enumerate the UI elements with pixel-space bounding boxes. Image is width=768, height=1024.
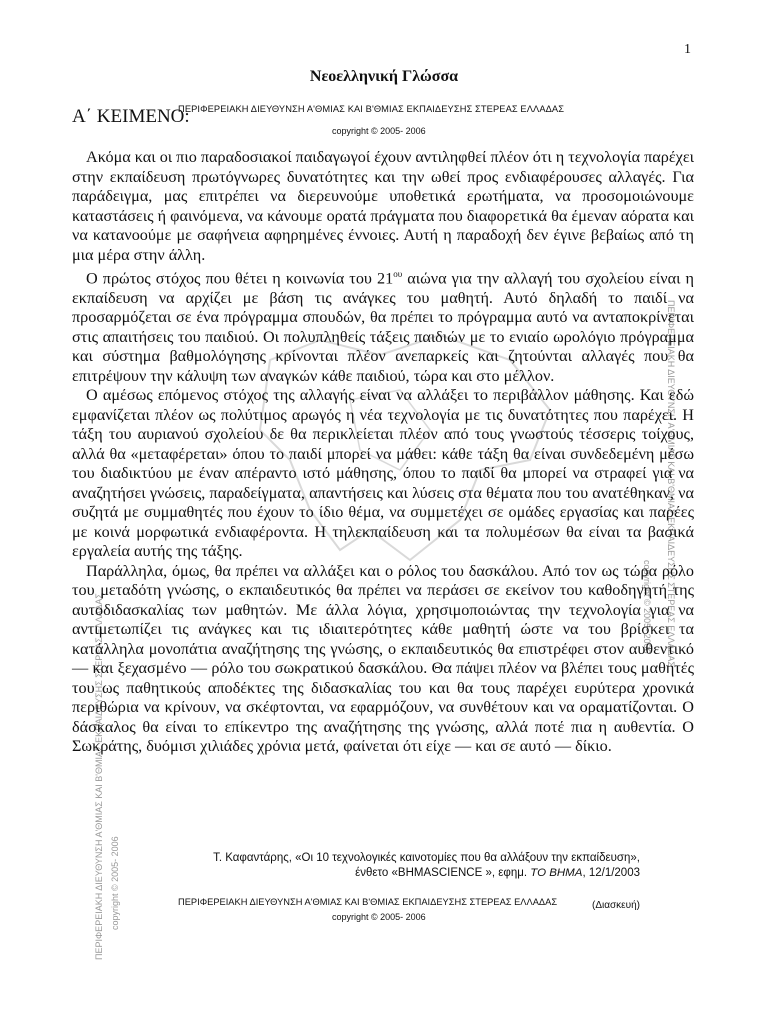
paragraph-2: [72, 265, 694, 386]
page-number: 1: [684, 42, 691, 57]
source-citation: [190, 851, 640, 881]
citation-prefix: ένθετο «BHMASCIENCE », εφημ.: [355, 867, 531, 879]
article-body: [72, 148, 694, 757]
citation-line-2: [190, 866, 640, 881]
paragraph-1: Ακόμα και οι πιο παραδοσιακοί παιδαγωγοί έχουν αντιληφθεί πλέον ότι η τεχνολογία παρέχει στην εκπαίδευση πρωτόγνωρες δυνατότητες και την ωθεί προς ενδιαφέρουσες αλλαγές. Για παράδειγμα, μας επιτρέπει να διερευνούμε υποθετικά ερωτήματα, να προσομοιώνουμε καταστάσεις ή φαινόμενα, να κάνουμε ορατά πράγματα που διαφορετικά θα έμεναν αόρατα και να κατανοούμε με σαφήνεια αφηρημένες έννοιες. Αυτή η παραδοχή δεν έγινε βεβαίως από τη μια μέρα στην άλλη.: [72, 148, 694, 264]
header-organization: ΠΕΡΙΦΕΡΕΙΑΚΗ ΔΙΕΥΘΥΝΣΗ Α'ΘΜΙΑΣ ΚΑΙ Β'ΘΜΙΑΣ ΕΚΠΑΙΔΕΥΣΗΣ ΣΤΕΡΕΑΣ ΕΛΛΑΔΑΣ: [178, 104, 565, 114]
watermark-left: ΠΕΡΙΦΕΡΕΙΑΚΗ ΔΙΕΥΘΥΝΣΗ Α'ΘΜΙΑΣ ΚΑΙ Β'ΘΜΙΑΣ ΕΚΠΑΙΔΕΥΣΗΣ ΣΤΕΡΕΑΣ ΕΛΛΑΔΑΣ: [94, 593, 104, 960]
watermark-right-copyright: copyright © 2005- 2006: [642, 560, 652, 654]
footer-copyright: copyright © 2005- 2006: [332, 912, 426, 922]
watermark-left-copyright: copyright © 2005- 2006: [110, 836, 120, 930]
paragraph-2-part-2: αιώνα για την αλλαγή του σχολείου είναι η εκπαίδευση να αρχίζει με βάση τις ανάγκες του μαθητή. Αυτό δηλαδή το παιδί να προσαρμόζεται σε ένα πρόγραμμα σπουδών, θα πρέπει το πρόγραμμα αυτό να ανταποκρίνεται στις απαιτήσεις του παιδιού. Οι πολυπληθείς τάξεις παιδιών με το ενιαίο ωρολόγιο πρόγραμμα και σύστημα βαθμολόγησης κρίνονται πλέον ανεπαρκείς και ζητούνται αλλαγές που θα επιτρέψουν την κάλυψη των αναγκών κάθε παιδιού, τώρα και στο μέλλον.: [72, 269, 694, 385]
watermark-right: ΠΕΡΙΦΕΡΕΙΑΚΗ ΔΙΕΥΘΥΝΣΗ Α'ΘΜΙΑΣ ΚΑΙ Β'ΘΜΙΑΣ ΕΚΠΑΙΔΕΥΣΗΣ ΣΤΕΡΕΑΣ ΕΛΛΑΔΑΣ: [666, 300, 676, 667]
section-heading: Α΄ ΚΕΙΜΕΝΟ:: [72, 106, 190, 127]
header-copyright: copyright © 2005- 2006: [332, 126, 426, 136]
adaptation-note: (Διασκευή): [592, 900, 641, 911]
paragraph-4: Παράλληλα, όμως, θα πρέπει να αλλάξει και ο ρόλος του δασκάλου. Από τον ως τώρα ρόλο του μεταδότη γνώσης, ο εκπαιδευτικός θα πρέπει να περάσει σε εκείνον του καθοδηγητή της αυτοδιδασκαλίας των μαθητών. Με άλλα λόγια, χρησιμοποιώντας την τεχνολογία για να αντιμετωπίζει τις ανάγκες και τις ιδιαιτερότητες κάθε μαθητή ώστε να του βρίσκει τα κατάλληλα μονοπάτια αναζήτησης της γνώσης, ο εκπαιδευτικός θα επιστρέφει στον αυθεντικό — και ξεχασμένο — ρόλο του σωκρατικού δασκάλου. Θα πάψει πλέον να βλέπει τους μαθητές του ως παθητικούς αποδέκτες της διδασκαλίας του και θα τους παρέχει ευρύτερα χρονικά περιθώρια να κρίνουν, να σκέφτονται, να εφαρμόζουν, να συνθέτουν και να οραματίζονται. Ο δάσκαλος θα είναι το επίκεντρο της αναζήτησης της γνώσης, αλλά ποτέ πια η αυθεντία. Ο Σωκράτης, δυόμισι χιλιάδες χρόνια μετά, φαίνεται ότι είχε — και σε αυτό — δίκιο.: [72, 561, 694, 756]
ordinal-suffix: ου: [393, 269, 403, 279]
footer-organization: ΠΕΡΙΦΕΡΕΙΑΚΗ ΔΙΕΥΘΥΝΣΗ Α'ΘΜΙΑΣ ΚΑΙ Β'ΘΜΙΑΣ ΕΚΠΑΙΔΕΥΣΗΣ ΣΤΕΡΕΑΣ ΕΛΛΑΔΑΣ: [178, 897, 558, 907]
paragraph-2-part-1: Ο πρώτος στόχος που θέτει η κοινωνία του 21: [86, 269, 394, 288]
document-title: Νεοελληνική Γλώσσα: [309, 68, 459, 85]
citation-date: , 12/1/2003: [582, 867, 640, 879]
citation-journal: ΤΟ ΒΗΜΑ: [530, 867, 583, 879]
citation-line-1: Τ. Καφαντάρης, «Οι 10 τεχνολογικές καινοτομίες που θα αλλάξουν την εκπαίδευση»,: [213, 852, 640, 864]
paragraph-3: Ο αμέσως επόμενος στόχος της αλλαγής είναι να αλλάξει το περιβάλλον μάθησης. Και εδώ εμφανίζεται πλέον ως πολύτιμος αρωγός η νέα τεχνολογία με τις δυνατότητες που παρέχει. Η τάξη του αυριανού σχολείου δε θα περικλείεται πλέον από τους γνωστούς τέσσερις τοίχους, αλλά θα «μεταφέρεται» όπου το παιδί μπορεί να μάθει: κάθε τάξη θα είναι συνδεδεμένη μέσω του διαδικτύου με έναν απέραντο ιστό μάθησης, όπου το παιδί θα μπορεί να στραφεί για να αναζητήσει γνώσεις, παραδείγματα, απαντήσεις και λύσεις στα θέματα που του ανατέθηκαν, να συζητά με συμμαθητές που έχουν το ίδιο θέμα, να συμμετέχει σε ομάδες εργασίας και παρέες με κοινά μορφωτικά ενδιαφέροντα. Η τηλεκπαίδευση και τα πολυμέσων θα είναι τα βασικά εργαλεία αυτής της τάξης.: [72, 386, 694, 561]
